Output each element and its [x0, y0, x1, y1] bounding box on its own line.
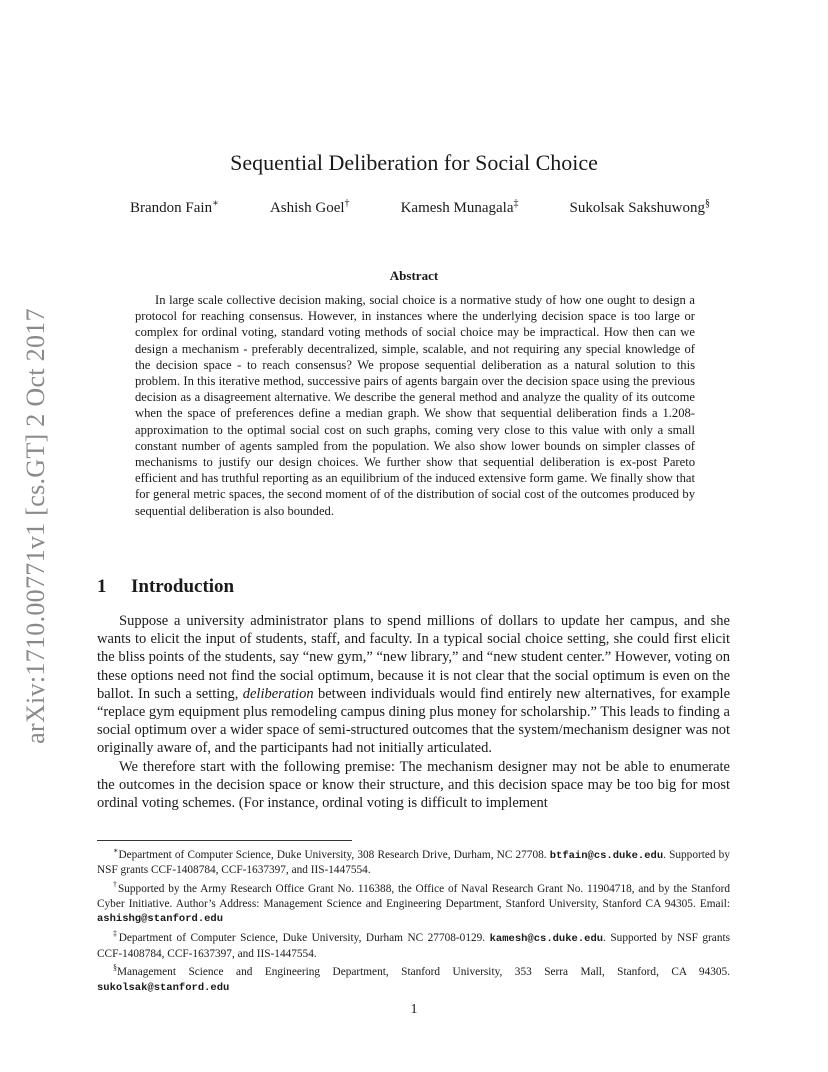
- email-link[interactable]: btfain@cs.duke.edu: [549, 849, 664, 862]
- author: Brandon Fain∗: [130, 198, 219, 216]
- page-number: 1: [410, 1002, 418, 1017]
- abstract-heading: Abstract: [389, 268, 439, 283]
- section-number: 1: [97, 576, 107, 597]
- footnote: §Management Science and Engineering Department, Stanford University, 353 Serra Mall, Stanford, CA 94305. sukolsak@stanford.edu: [97, 963, 730, 994]
- email-link[interactable]: kamesh@cs.duke.edu: [489, 932, 604, 945]
- author: Ashish Goel†: [269, 198, 350, 216]
- abstract-body: In large scale collective decision making, social choice is a normative study of how one ought to design a protocol for reaching consensus. However, in instances where the underlying decision space is too large or complex for ordinal voting, standard voting methods of social choice may be impractical. How then can we design a mechanism - preferably decentralized, simple, scalable, and not requiring any special knowledge of the decision space - to reach consensus? We propose sequential deliberation as a natural solution to this problem. In this iterative method, successive pairs of agents bargain over the decision space using the previous decision as a disagreement alternative. We describe the general method and analyze the quality of its outcome when the space of preferences define a median graph. We show that sequential deliberation finds a 1.208-approximation to the optimal social cost on such graphs, coming very close to this value with only a small constant number of agents sampled from the population. We also show lower bounds on simpler classes of mechanisms to justify our design choices. We further show that sequential deliberation is ex-post Pareto efficient and has truthful reporting as an equilibrium of the induced extensive form game. We finally show that for general metric spaces, the second moment of of the distribution of social cost of the outcomes produced by sequential deliberation is also bounded.: [135, 293, 695, 518]
- intro-paragraph: Suppose a university administrator plans to spend millions of dollars to update her campus, and she wants to elicit the input of students, staff, and faculty. In a typical social choice setting, she could first elicit the bliss points of the students, say “new gym,” “new library,” and “new student center.” However, voting on these options need not find the social optimum, because it is not clear that the social optimum is even on the ballot. In such a setting, deliberation between individuals would find entirely new alternatives, for example “replace gym equipment plus remodeling campus dining plus money for scholarship.” This leads to finding a social optimum over a wider space of semi-structured outcomes that the system/mechanism designer was not originally aware of, and the participants had not initially articulated.: [97, 613, 731, 757]
- emphasis: deliberation: [242, 685, 314, 702]
- arxiv-stamp-text: arXiv:1710.00771v1 [cs.GT] 2 Oct 2017: [21, 308, 50, 744]
- footnote: ∗Department of Computer Science, Duke University, 308 Research Drive, Durham, NC 27708. btfain@cs.duke.edu. Supported by NSF grants CCF-1408784, CCF-1637397, and IIS-1447554.: [97, 846, 730, 877]
- footnote: †Supported by the Army Research Office Grant No. 116388, the Office of Naval Research Grant No. 11904718, and by the Stanford Cyber Initiative. Author’s Address: Management Science and Engineering Department, Stanford University, Stanford CA 94305. Email: ashishg@stanford.edu: [97, 880, 731, 926]
- section-title: Introduction: [131, 576, 235, 597]
- email-link[interactable]: sukolsak@stanford.edu: [97, 981, 230, 994]
- author: Sukolsak Sakshuwong§: [569, 198, 710, 216]
- author: Kamesh Munagala‡: [400, 198, 519, 216]
- footnote: ‡Department of Computer Science, Duke University, Durham NC 27708-0129. kamesh@cs.duke.edu. Supported by NSF grants CCF-1408784, CCF-1637397, and IIS-1447554.: [97, 929, 731, 960]
- footnote-rule: [97, 840, 352, 841]
- introduction-body: [97, 612, 730, 812]
- email-link[interactable]: ashishg@stanford.edu: [97, 913, 224, 926]
- footnotes: [97, 844, 730, 995]
- intro-paragraph: We therefore start with the following premise: The mechanism designer may not be able to enumerate the outcomes in the decision space or know their structure, and this decision space may be too big for most ordinal voting schemes. (For instance, ordinal voting is difficult to implement: [97, 758, 730, 812]
- section-heading: [97, 576, 234, 598]
- arxiv-stamp: [22, 296, 50, 756]
- author-list: [130, 198, 710, 217]
- paper-title: Sequential Deliberation for Social Choice: [230, 150, 598, 175]
